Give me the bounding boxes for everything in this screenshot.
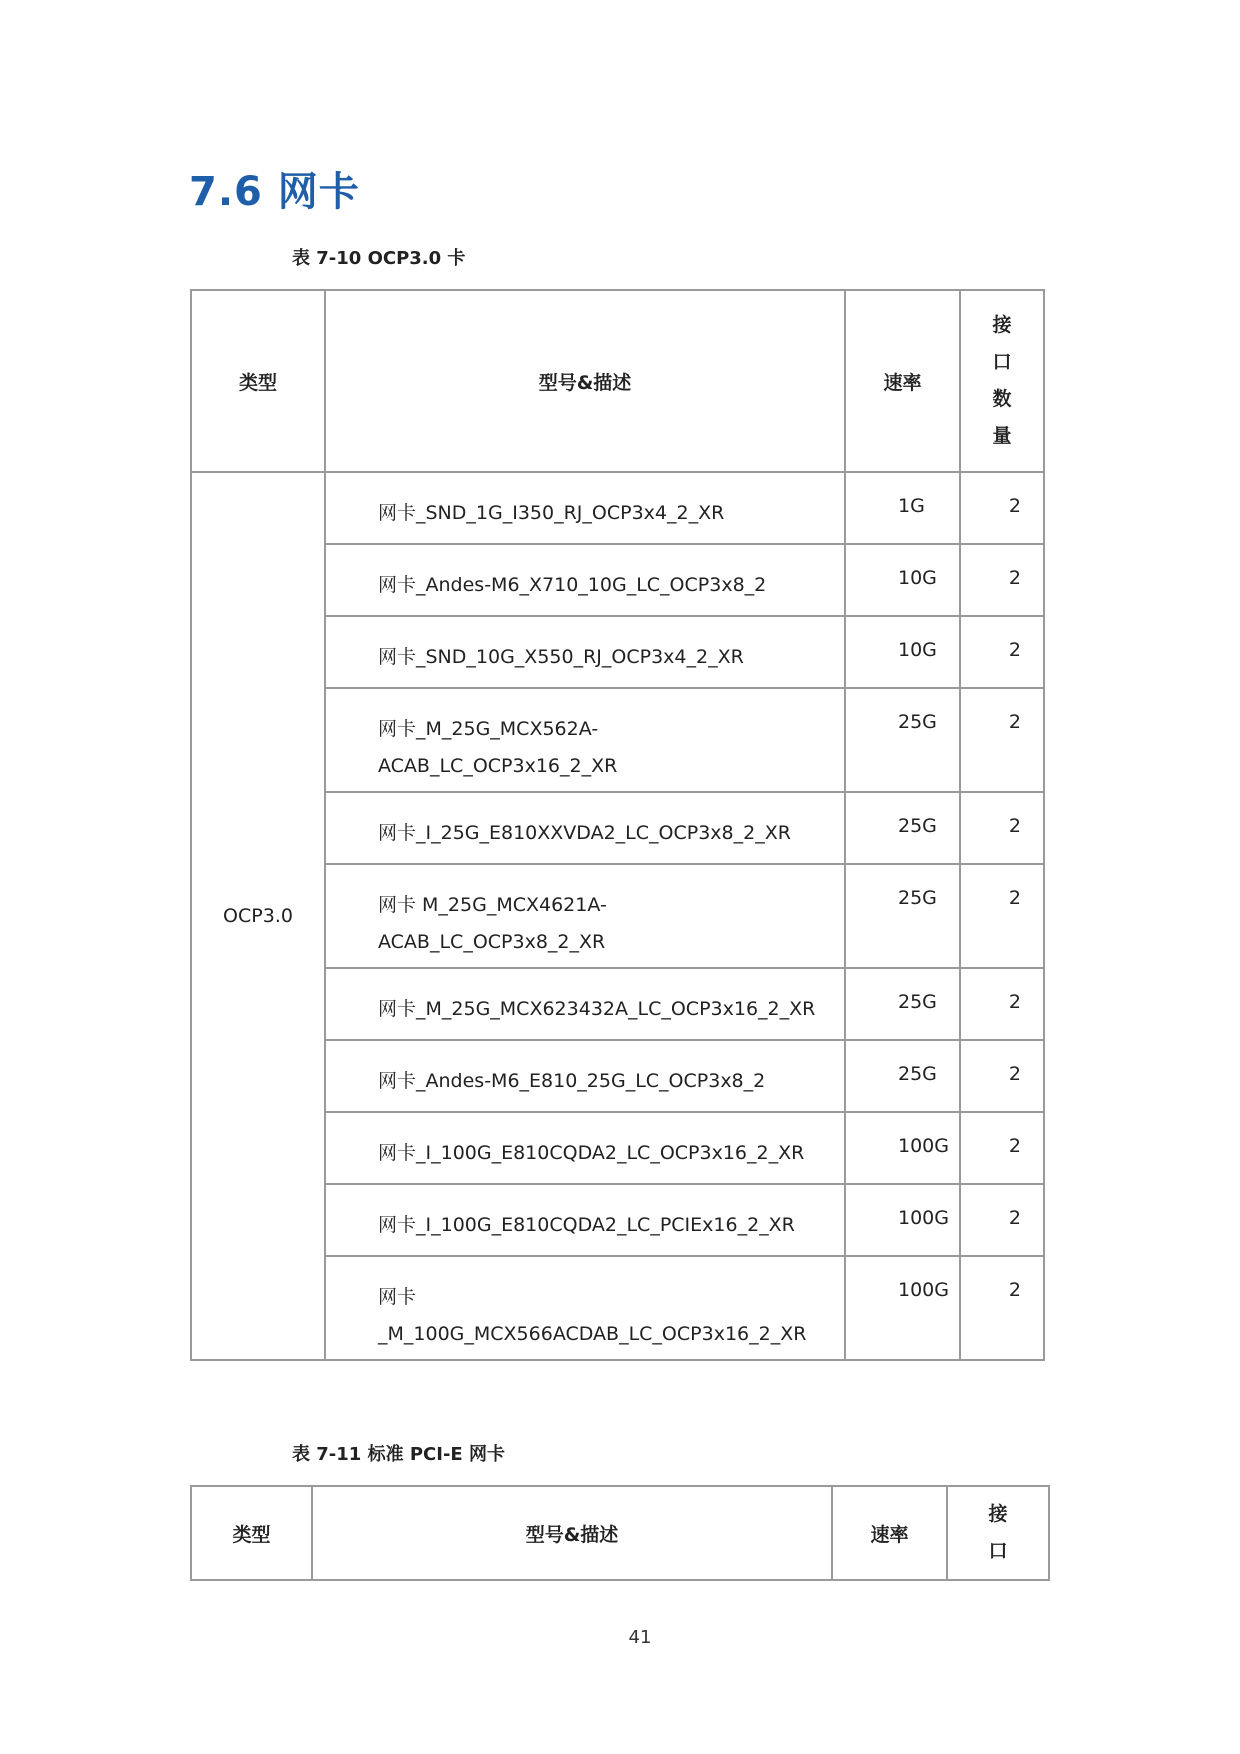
speed-cell: 25G xyxy=(845,688,960,792)
header-ports-char: 接 xyxy=(988,1503,1008,1525)
speed-cell: 100G xyxy=(845,1256,960,1360)
model-line: _M_100G_MCX566ACDAB_LC_OCP3x16_2_XR xyxy=(378,1323,807,1345)
model-cell xyxy=(325,616,845,688)
model-line: 网卡_I_100G_E810CQDA2_LC_PCIEx16_2_XR xyxy=(378,1214,795,1236)
model-line: 网卡_I_25G_E810XXVDA2_LC_OCP3x8_2_XR xyxy=(378,822,791,844)
section-number: 7.6 xyxy=(189,169,263,215)
header-ports-char: 接 xyxy=(992,314,1012,336)
table2-header-row xyxy=(191,1486,1049,1580)
ports-cell: 2 xyxy=(960,544,1044,616)
header-speed: 速率 xyxy=(845,290,960,472)
ports-cell: 2 xyxy=(960,1256,1044,1360)
ports-cell: 2 xyxy=(960,472,1044,544)
type-cell: OCP3.0 xyxy=(191,472,325,1360)
speed-cell: 25G xyxy=(845,792,960,864)
header-ports-char: 口 xyxy=(992,351,1012,373)
speed-cell: 25G xyxy=(845,968,960,1040)
header-ports-char: 量 xyxy=(992,425,1012,447)
model-line: 网卡_SND_10G_X550_RJ_OCP3x4_2_XR xyxy=(378,646,744,668)
ports-cell: 2 xyxy=(960,616,1044,688)
header-ports-char: 口 xyxy=(988,1540,1008,1562)
speed-cell: 25G xyxy=(845,864,960,968)
model-line: 网卡_Andes-M6_X710_10G_LC_OCP3x8_2 xyxy=(378,574,767,596)
table1-header-row xyxy=(191,290,1044,472)
ports-cell: 2 xyxy=(960,968,1044,1040)
table1-caption: 表 7-10 OCP3.0 卡 xyxy=(292,248,466,269)
model-line: 网卡 xyxy=(378,1286,417,1308)
model-line: 网卡_M_25G_MCX623432A_LC_OCP3x16_2_XR xyxy=(378,998,816,1020)
section-title: 网卡 xyxy=(277,169,360,215)
model-line: 网卡 M_25G_MCX4621A- xyxy=(378,894,607,916)
model-cell xyxy=(325,544,845,616)
speed-cell: 10G xyxy=(845,544,960,616)
header-model: 型号&描述 xyxy=(325,290,845,472)
model-cell xyxy=(325,1112,845,1184)
ports-cell: 2 xyxy=(960,1040,1044,1112)
model-cell xyxy=(325,792,845,864)
speed-cell: 1G xyxy=(845,472,960,544)
ports-cell: 2 xyxy=(960,1184,1044,1256)
header-speed: 速率 xyxy=(832,1486,947,1580)
model-line: 网卡_M_25G_MCX562A- xyxy=(378,718,599,740)
header-ports xyxy=(947,1486,1049,1580)
header-type: 类型 xyxy=(191,290,325,472)
model-line: ACAB_LC_OCP3x8_2_XR xyxy=(378,931,606,953)
ocp3-nic-table xyxy=(190,289,1045,1361)
speed-cell: 100G xyxy=(845,1112,960,1184)
ports-cell: 2 xyxy=(960,792,1044,864)
model-cell xyxy=(325,968,845,1040)
header-model: 型号&描述 xyxy=(312,1486,832,1580)
table2-caption: 表 7-11 标准 PCI-E 网卡 xyxy=(292,1444,505,1465)
header-ports xyxy=(960,290,1044,472)
speed-cell: 10G xyxy=(845,616,960,688)
header-ports-char: 数 xyxy=(992,388,1012,410)
model-cell xyxy=(325,1040,845,1112)
ports-cell: 2 xyxy=(960,688,1044,792)
header-type: 类型 xyxy=(191,1486,312,1580)
model-line: ACAB_LC_OCP3x16_2_XR xyxy=(378,755,618,777)
table-row xyxy=(191,472,1044,544)
ports-cell: 2 xyxy=(960,864,1044,968)
ports-cell: 2 xyxy=(960,1112,1044,1184)
model-cell xyxy=(325,864,845,968)
speed-cell: 25G xyxy=(845,1040,960,1112)
speed-cell: 100G xyxy=(845,1184,960,1256)
model-cell xyxy=(325,472,845,544)
model-line: 网卡_Andes-M6_E810_25G_LC_OCP3x8_2 xyxy=(378,1070,766,1092)
page-number: 41 xyxy=(628,1627,652,1648)
model-cell xyxy=(325,1256,845,1360)
model-line: 网卡_SND_1G_I350_RJ_OCP3x4_2_XR xyxy=(378,502,725,524)
section-heading xyxy=(189,160,360,217)
pcie-nic-table xyxy=(190,1485,1050,1581)
model-line: 网卡_I_100G_E810CQDA2_LC_OCP3x16_2_XR xyxy=(378,1142,805,1164)
model-cell xyxy=(325,1184,845,1256)
model-cell xyxy=(325,688,845,792)
